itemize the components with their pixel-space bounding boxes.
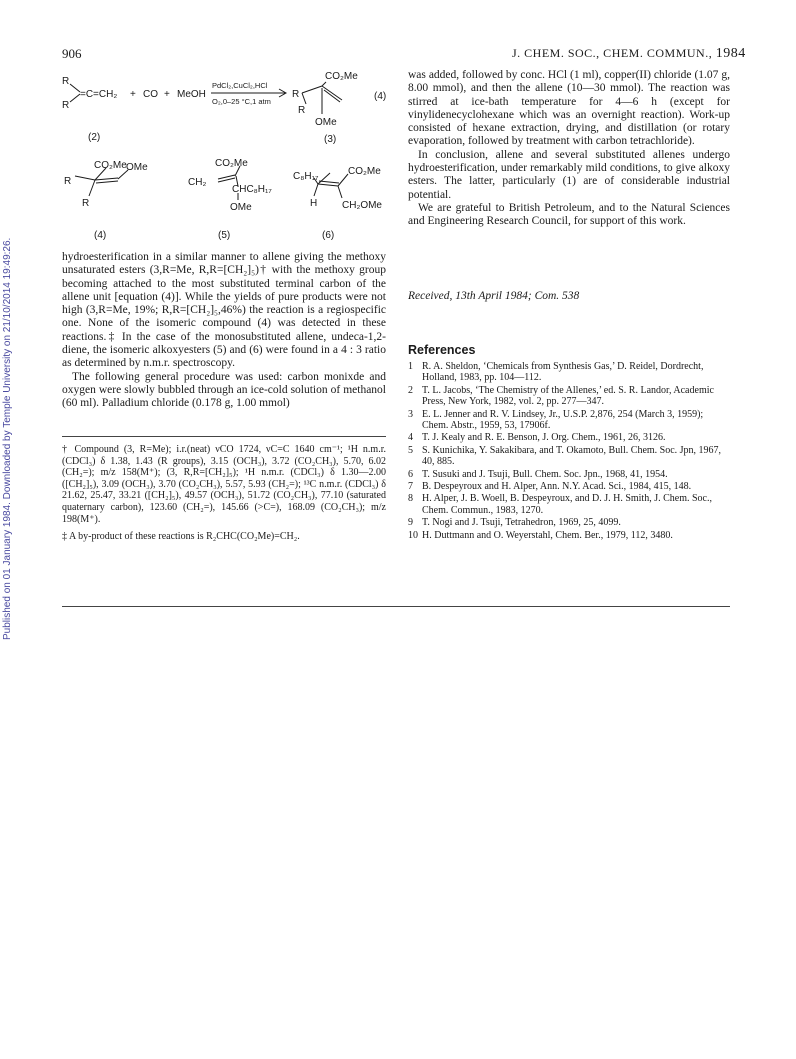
download-watermark-text: Published on 01 January 1984. Downloaded by Temple University on 21/10/2014 19:49:26. — [2, 237, 13, 640]
plus-sign-1: + — [130, 89, 136, 100]
body-paragraph: The following general procedure was used: carbon monixde and oxygen were slowly bubbled through an ice-cold solution of methanol (60 ml). Palladium chloride (0.178 g, 1.00 mmol) — [62, 370, 386, 410]
compound-6-label: (6) — [322, 230, 335, 241]
reference-number: 2 — [408, 384, 413, 396]
product3-r1: R — [292, 89, 300, 100]
references-heading: References — [408, 343, 476, 357]
reference-item — [408, 361, 730, 384]
methanol: MeOH — [177, 89, 206, 100]
compound6-ester: CO₂Me — [348, 166, 381, 177]
reference-item — [408, 517, 730, 528]
reference-item — [408, 481, 730, 492]
left-column-text — [62, 251, 386, 411]
body-paragraph: was added, followed by conc. HCl (1 ml), copper(II) chloride (1.07 g, 8.00 mmol), and then the allene (10—30 mmol). The reaction was stirred at ice-bath temperature for 4—6 h (except for vinylidenecyclohexane which was an overnight reaction). Work-up consisted of hexane extraction, drying, and distillation (or rotary evaporation, followed by treatment with carbon tetrachloride). — [408, 69, 730, 148]
product3-ester: CO₂Me — [325, 71, 358, 82]
footnotes — [62, 444, 386, 549]
acknowledgement: We are grateful to British Petroleum, and to the Natural Sciences and Engineering Research Council, for support of this work. — [408, 201, 730, 228]
compound4-r2: R — [82, 198, 90, 209]
product3-methoxy: OMe — [315, 117, 337, 128]
reference-item — [408, 493, 730, 516]
reagents-top: PdCl₂,CuCl₂,HCl — [212, 81, 268, 90]
footnote: ‡ A by-product of these reactions is R₂CHC(CO₂Me)=CH₂. — [62, 531, 300, 543]
compound5-methoxy: OMe — [230, 202, 252, 213]
page-bottom-rule — [62, 606, 730, 607]
running-head — [512, 46, 746, 62]
compound5-alkyl: CHC₈H₁₇ — [232, 184, 272, 195]
product3-r2: R — [298, 105, 306, 116]
reference-text: H. Alper, J. B. Woell, B. Despeyroux, and D. J. H. Smith, J. Chem. Soc., Chem. Commun., 1983, 1270. — [422, 493, 712, 516]
reference-number: 1 — [408, 361, 413, 372]
reference-item — [408, 445, 730, 468]
compound4-methoxy: OMe — [126, 162, 148, 173]
reference-text: R. A. Sheldon, ‘Chemicals from Synthesis Gas,’ D. Reidel, Dordrecht, Holland, 1983, pp. 104—112. — [422, 361, 704, 384]
reference-number: 10 — [408, 529, 418, 541]
journal-year: 1984 — [715, 46, 746, 61]
compound5-methylene: CH₂ — [188, 177, 207, 188]
received-date: Received, 13th April 1984; Com. 538 — [408, 290, 580, 302]
footnote-divider — [62, 436, 386, 437]
reference-text: T. Susuki and J. Tsuji, Bull. Chem. Soc. Jpn., 1968, 41, 1954. — [422, 468, 668, 480]
right-column-text — [408, 69, 730, 229]
compound5-ester: CO₂Me — [215, 158, 248, 169]
equation-number: (4) — [374, 91, 387, 102]
reference-text: S. Kunichika, Y. Sakakibara, and T. Okamoto, Bull. Chem. Soc. Jpn, 1967, 40, 885. — [422, 444, 722, 468]
compound-5-label: (5) — [218, 230, 231, 241]
reference-item — [408, 432, 730, 443]
reaction-scheme — [60, 68, 400, 248]
reference-list — [408, 361, 730, 542]
reference-item — [408, 385, 730, 408]
journal-name: J. CHEM. SOC., CHEM. COMMUN., — [512, 46, 713, 60]
reference-text: T. Nogi and J. Tsuji, Tetrahedron, 1969, 25, 4099. — [422, 517, 621, 529]
reference-number: 9 — [408, 517, 413, 529]
download-watermark — [2, 237, 16, 640]
reference-number: 8 — [408, 493, 413, 505]
plus-sign-2: + — [164, 89, 170, 100]
reactant-r2: R — [62, 100, 70, 111]
reference-number: 7 — [408, 481, 413, 493]
compound6-octyl: C₈H₁₇ — [293, 171, 319, 182]
reference-item — [408, 469, 730, 480]
reference-text: E. L. Jenner and R. V. Lindsey, Jr., U.S.P. 2,876, 254 (March 3, 1959); Chem. Abstr., 1959, 53, 17906f. — [422, 408, 704, 432]
reference-number: 6 — [408, 468, 413, 480]
allene-group: =C=CH₂ — [80, 89, 118, 100]
compound-3-label: (3) — [324, 134, 337, 145]
reference-text: B. Despeyroux and H. Alper, Ann. N.Y. Acad. Sci., 1984, 415, 148. — [422, 481, 692, 493]
compound-2-label: (2) — [88, 132, 101, 143]
body-paragraph: hydroesterification in a similar manner to allene giving the methoxy unsaturated esters (3,R=Me, R,R=[CH₂]₅)† with the methoxy group becoming attached to the most substituted terminal carbon of the allene unit [equation (4)]. While the yields of pure products were not high (3,R=Me, 19%; R,R=[CH₂]₅,46%) the reaction is a regiospecific one. None of the isomeric compound (4) was detected in these reactions.‡ In the case of the monosubstituted allene, undeca-1,2-diene, the isomeric alkoxyesters (5) and (6) were found in a 4 : 3 ratio as determined by n.m.r. spectroscopy. — [62, 251, 386, 370]
reference-number: 4 — [408, 432, 413, 444]
carbon-monoxide: CO — [143, 89, 158, 100]
compound4-r1: R — [64, 176, 72, 187]
body-paragraph: In conclusion, allene and several substituted allenes undergo hydroesterification, under remarkably mild conditions, to give alkoxy esters. The latter, particularly (1) are of considerable industrial potential. — [408, 148, 730, 201]
reaction-scheme-drawing — [60, 68, 400, 248]
reference-item — [408, 530, 730, 541]
reference-text: H. Duttmann and O. Weyerstahl, Chem. Ber., 1979, 112, 3480. — [422, 529, 673, 541]
reference-number: 5 — [408, 444, 413, 456]
compound6-methoxymethyl: CH₂OMe — [342, 200, 382, 211]
reference-text: T. J. Kealy and R. E. Benson, J. Org. Chem., 1961, 26, 3126. — [422, 432, 666, 444]
reference-number: 3 — [408, 408, 413, 420]
compound6-hydrogen: H — [310, 198, 318, 209]
footnote: † Compound (3, R=Me); i.r.(neat) νCO 1724, νC=C 1640 cm⁻¹; ¹H n.m.r.(CDCl₃) δ 1.38, 1.43 (R groups), 3.15 (OCH₃), 3.72 (CO₂CH₃), 5.70, 6.02 (CH₂=); m/z 158(M⁺); (3, R,R=[CH₂]₅); ¹H n.m.r. (CDCl₃) δ 1.30—2.00 ([CH₂]₅), 3.09 (OCH₃), 3.70 (CO₂CH₃), 5.57, 5.93 (CH₂=); ¹³C n.m.r. (CDCl₃) δ 21.62, 25.47, 33.21 ([CH₂]₅), 49.57 (OCH₃), 51.72 (CO₂CH₃), 77.10 (saturated quaternary carbon), 123.60 (CH₂=), 145.66 (>C=), 168.09 (CO₂CH₃); m/z 198(M⁺). — [62, 444, 386, 525]
page-number: 906 — [62, 46, 82, 61]
reagents-bottom: O₂,0–25 °C,1 atm — [212, 97, 271, 106]
compound-4-label: (4) — [94, 230, 107, 241]
reference-text: T. L. Jacobs, ‘The Chemistry of the Allenes,’ ed. S. R. Landor, Academic Press, New York, 1982, vol. 2, pp. 277—347. — [422, 384, 714, 408]
compound4-ester: CO₂Me — [94, 160, 127, 171]
reference-item — [408, 409, 730, 432]
reactant-r1: R — [62, 76, 70, 87]
